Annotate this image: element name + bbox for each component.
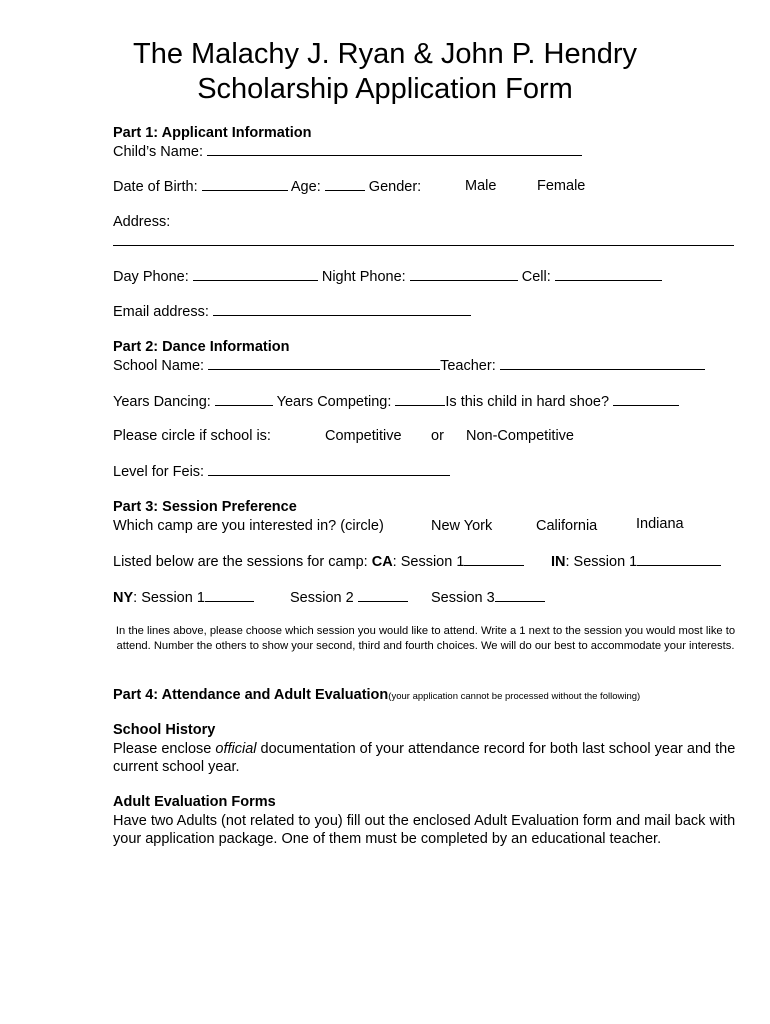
ca-session1-field[interactable] (464, 553, 524, 566)
night-phone-label: Night Phone: (321, 269, 406, 285)
camp-california-option[interactable]: California (536, 518, 598, 534)
in-session1-label: : Session 1 (565, 554, 638, 570)
gender-label: Gender: (368, 179, 422, 195)
session2-label: Session 2 (290, 590, 354, 606)
childs-name-label: Child’s Name: (113, 144, 203, 160)
school-history-official: official (215, 741, 257, 757)
phone-row (113, 268, 662, 285)
gender-female-option[interactable]: Female (537, 178, 586, 194)
listed-below-label: Listed below are the sessions for camp: (113, 554, 368, 570)
day-phone-label: Day Phone: (113, 269, 189, 285)
years-competing-field[interactable] (395, 393, 445, 406)
email-label: Email address: (113, 304, 209, 320)
or-text: or (431, 428, 444, 444)
ny-session1-field[interactable] (205, 589, 254, 602)
age-label: Age: (290, 179, 321, 195)
dob-field[interactable] (202, 178, 288, 191)
years-row (113, 393, 679, 410)
part1-heading: Part 1: Applicant Information (113, 125, 312, 141)
day-phone-field[interactable] (193, 268, 318, 281)
childs-name-field[interactable] (207, 143, 582, 156)
years-dancing-label: Years Dancing: (113, 394, 211, 410)
address-label: Address: (113, 214, 171, 230)
part4-heading-row (113, 686, 640, 704)
gender-male-option[interactable]: Male (465, 178, 497, 194)
session-instructions: In the lines above, please choose which session you would like to attend. Write a 1 next to the session you would most like to attend. Number the others to show your second, third and fourth choices. We will do our best to accommodate your interests. (115, 625, 736, 652)
ca-session1-label: : Session 1 (392, 554, 465, 570)
session3-label: Session 3 (431, 590, 495, 606)
camp-new-york-option[interactable]: New York (431, 518, 493, 534)
part2-heading: Part 2: Dance Information (113, 339, 290, 355)
ca-label: CA (371, 554, 393, 570)
school-history-text (113, 740, 743, 776)
session2-field[interactable] (358, 589, 408, 602)
teacher-label: Teacher: (440, 358, 496, 374)
form-title-line1: The Malachy J. Ryan & John P. Hendry (133, 38, 637, 70)
session3-field[interactable] (495, 589, 545, 602)
email-field[interactable] (213, 303, 471, 316)
non-competitive-option[interactable]: Non-Competitive (466, 428, 574, 444)
form-title-line2: Scholarship Application Form (197, 73, 573, 105)
camp-indiana-option[interactable]: Indiana (636, 516, 684, 532)
level-field[interactable] (208, 463, 450, 476)
hard-shoe-field[interactable] (613, 393, 679, 406)
adult-eval-text: Have two Adults (not related to you) fill out the enclosed Adult Evaluation form and mail back with your application package. One of them must be completed by an educational teacher. (113, 813, 736, 847)
email-row (113, 303, 471, 320)
circle-if-label: Please circle if school is: (113, 428, 271, 444)
childs-name-row (113, 143, 582, 160)
hard-shoe-label: Is this child in hard shoe? (445, 394, 610, 410)
school-name-label: School Name: (113, 358, 205, 374)
address-field[interactable] (113, 233, 734, 246)
part4-heading: Part 4: Attendance and Adult Evaluation (113, 687, 389, 703)
part3-heading: Part 3: Session Preference (113, 499, 297, 515)
which-camp-label: Which camp are you interested in? (circle) (113, 518, 384, 534)
in-session1-field[interactable] (637, 553, 721, 566)
school-name-field[interactable] (208, 357, 440, 370)
dob-row (113, 178, 421, 195)
school-history-post: documentation of your attendance record for both last school year and the current school year. (113, 741, 736, 775)
in-label: IN (551, 554, 566, 570)
night-phone-field[interactable] (410, 268, 518, 281)
dob-label: Date of Birth: (113, 179, 198, 195)
adult-eval-heading: Adult Evaluation Forms (113, 794, 276, 810)
cell-label: Cell: (521, 269, 551, 285)
school-history-heading: School History (113, 722, 216, 738)
competitive-option[interactable]: Competitive (325, 428, 402, 444)
ny-session1-label: : Session 1 (133, 590, 205, 606)
age-field[interactable] (325, 178, 365, 191)
in-sessions-row (551, 553, 721, 570)
school-row (113, 357, 705, 374)
years-dancing-field[interactable] (215, 393, 273, 406)
ny-label: NY (113, 590, 134, 606)
school-history-pre: Please enclose (113, 741, 216, 757)
cell-field[interactable] (555, 268, 662, 281)
ny-sessions-row (113, 589, 254, 606)
part4-heading-note: (your application cannot be processed without the following) (388, 691, 641, 702)
teacher-field[interactable] (500, 357, 705, 370)
session2-row (290, 589, 408, 606)
level-row (113, 463, 450, 480)
level-label: Level for Feis: (113, 464, 205, 480)
session3-row (431, 589, 545, 606)
sessions-row (113, 553, 524, 570)
years-competing-label: Years Competing: (276, 394, 392, 410)
